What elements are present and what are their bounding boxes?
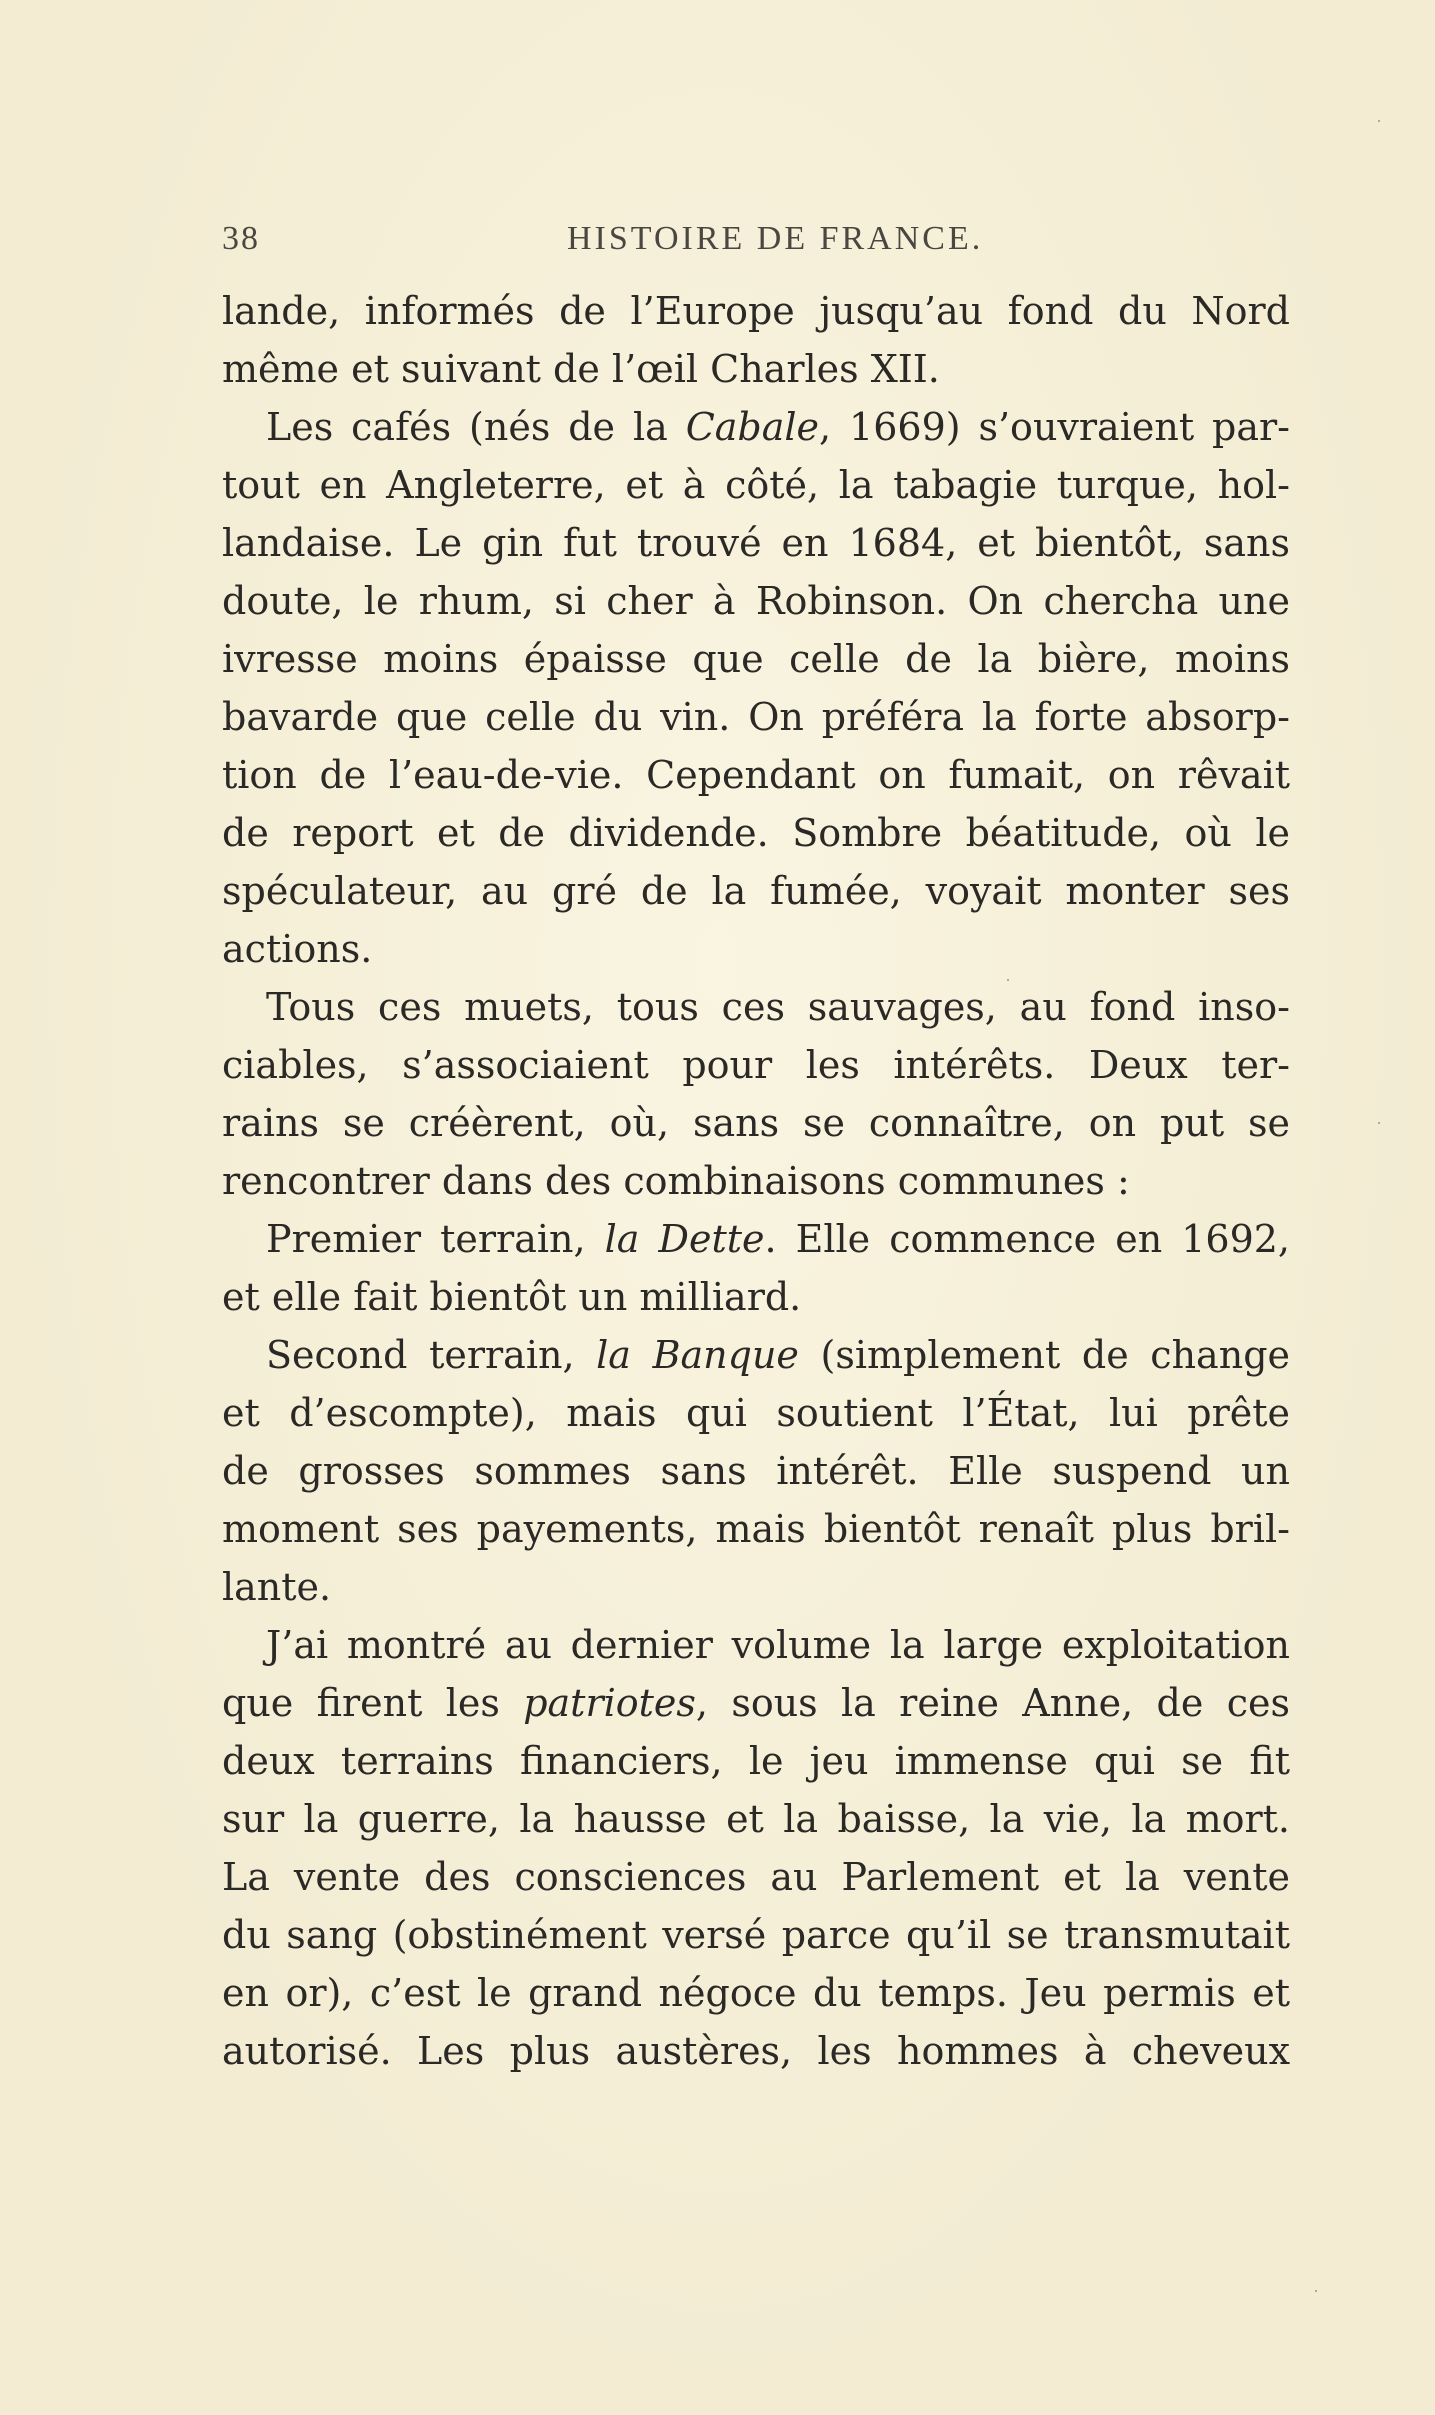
text-run: (simplement de change [798, 1333, 1290, 1377]
text-line: tion de l’eau-de-vie. Cependant on fumait, on rêvait [222, 753, 1290, 797]
text-line: et d’escompte), mais qui soutient l’État, lui prête [222, 1391, 1290, 1435]
text-run: Premier terrain, [266, 1217, 605, 1261]
body-text [222, 282, 1290, 2080]
paper-speck [1378, 120, 1380, 122]
text-line [222, 398, 1290, 456]
text-line: J’ai montré au dernier volume la large exploitation [266, 1623, 1290, 1667]
text-line: landaise. Le gin fut trouvé en 1684, et bientôt, sans [222, 521, 1290, 565]
text-line: et elle fait bientôt un milliard. [222, 1275, 802, 1319]
paper-speck [1378, 1122, 1380, 1124]
book-title: HISTOIRE DE FRANCE. [567, 220, 984, 257]
text-line: deux terrains financiers, le jeu immense qui se fit [222, 1739, 1290, 1783]
text-line: lande, informés de l’Europe jusqu’au fond du Nord [222, 289, 1290, 333]
text-run: Les cafés (nés de la [266, 405, 686, 449]
text-line: La vente des consciences au Parlement et la vente [222, 1855, 1290, 1899]
text-line: lante. [222, 1565, 332, 1609]
text-run: que firent les [222, 1681, 524, 1725]
page-number: 38 [222, 220, 260, 257]
running-head [222, 212, 1290, 262]
text-line: en or), c’est le grand négoce du temps. Jeu permis et [222, 1971, 1290, 2015]
text-run: . Elle commence en 1692, [764, 1217, 1290, 1261]
text-line: rencontrer dans des combinaisons communes : [222, 1159, 1130, 1203]
text-line [222, 1210, 1290, 1268]
text-line: tout en Angleterre, et à côté, la tabagie turque, hol- [222, 463, 1290, 507]
paper-speck [1007, 979, 1009, 981]
text-line: moment ses payements, mais bientôt renaît plus bril- [222, 1507, 1290, 1551]
text-line: ivresse moins épaisse que celle de la bière, moins [222, 637, 1290, 681]
text-run: Second terrain, [266, 1333, 597, 1377]
text-line: spéculateur, au gré de la fumée, voyait monter ses [222, 869, 1290, 913]
italic-term: la Banque [596, 1333, 799, 1377]
text-line: ciables, s’associaient pour les intérêts. Deux ter- [222, 1043, 1290, 1087]
text-line [222, 1326, 1290, 1384]
text-run: , sous la reine Anne, de ces [695, 1681, 1290, 1725]
text-run: , 1669) s’ouvraient par- [819, 405, 1290, 449]
text-line: bavarde que celle du vin. On préféra la forte absorp- [222, 695, 1290, 739]
italic-term: patriotes [523, 1681, 696, 1725]
text-line: autorisé. Les plus austères, les hommes à cheveux [222, 2029, 1290, 2073]
text-line: sur la guerre, la hausse et la baisse, la vie, la mort. [222, 1797, 1290, 1841]
text-line: du sang (obstinément versé parce qu’il se transmutait [222, 1913, 1290, 1957]
text-line: Tous ces muets, tous ces sauvages, au fond inso- [266, 985, 1290, 1029]
text-line [222, 1674, 1290, 1732]
paper-speck [1315, 2290, 1317, 2292]
text-line: de report et de dividende. Sombre béatitude, où le [222, 811, 1290, 855]
text-line: de grosses sommes sans intérêt. Elle suspend un [222, 1449, 1290, 1493]
italic-term: la Dette [604, 1217, 765, 1261]
text-line: même et suivant de l’œil Charles XII. [222, 347, 940, 391]
text-line: rains se créèrent, où, sans se connaître, on put se [222, 1101, 1290, 1145]
text-line: doute, le rhum, si cher à Robinson. On chercha une [222, 579, 1290, 623]
italic-term: Cabale [685, 405, 820, 449]
text-line: actions. [222, 927, 373, 971]
